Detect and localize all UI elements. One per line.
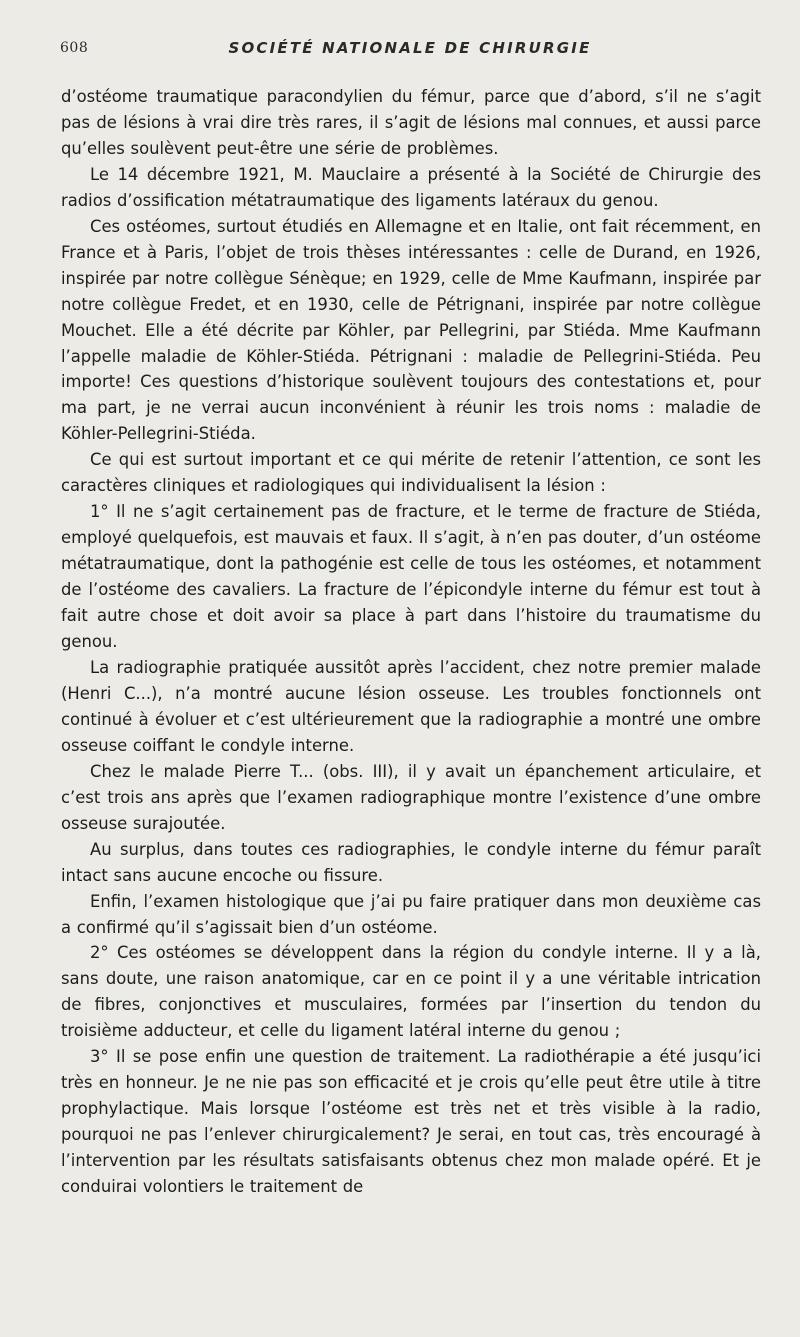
body-text — [61, 84, 761, 1200]
paragraph: Ces ostéomes, surtout étudiés en Allemagne et en Italie, ont fait récemment, en France et à Paris, l’objet de trois thèses intéressantes : celle de Durand, en 1926, inspirée par notre collègue Sénèque; en 1929, celle de Mme Kaufmann, inspirée par notre collègue Fredet, et en 1930, celle de Pétrignani, inspirée par notre collègue Mouchet. Elle a été décrite par Köhler, par Pellegrini, par Stiéda. Mme Kaufmann l’appelle maladie de Köhler-Stiéda. Pétrignani : maladie de Pellegrini-Stiéda. Peu importe! Ces questions d’historique soulèvent toujours des contestations et, pour ma part, je ne verrai aucun inconvénient à réunir les trois noms : maladie de Köhler-Pellegrini-Stiéda. — [61, 216, 761, 444]
paragraph: Enfin, l’examen histologique que j’ai pu faire pratiquer dans mon deuxième cas a confirmé qu’il s’agissait bien d’un ostéome. — [61, 891, 761, 937]
page-number: 608 — [60, 40, 89, 56]
running-head: SOCIÉTÉ NATIONALE DE CHIRURGIE — [228, 39, 592, 57]
paragraph: Chez le malade Pierre T... (obs. III), il y avait un épanchement articulaire, et c’est trois ans après que l’examen radiographique montre l’existence d’une ombre osseuse surajoutée. — [61, 761, 761, 833]
paragraph: 3° Il se pose enfin une question de traitement. La radiothérapie a été jusqu’ici très en honneur. Je ne nie pas son efficacité et je crois qu’elle peut être utile à titre prophylactique. Mais lorsque l’ostéome est très net et très visible à la radio, pourquoi ne pas l’enlever chirurgicalement? Je serai, en tout cas, très encouragé à l’intervention par les résultats satisfaisants obtenus chez mon malade opéré. Et je conduirai volontiers le traitement de — [61, 1047, 761, 1197]
paragraph: Au surplus, dans toutes ces radiographies, le condyle interne du fémur paraît intact sans aucune encoche ou fissure. — [61, 839, 761, 885]
paragraph: Le 14 décembre 1921, M. Mauclaire a présenté à la Société de Chirurgie des radios d’ossification métatraumatique des ligaments latéraux du genou. — [61, 164, 761, 210]
paragraph: Ce qui est surtout important et ce qui mérite de retenir l’attention, ce sont les caractères cliniques et radiologiques qui individualisent la lésion : — [61, 450, 761, 496]
paragraph: 2° Ces ostéomes se développent dans la région du condyle interne. Il y a là, sans doute, une raison anatomique, car en ce point il y a une véritable intrication de fibres, conjonctives et musculaires, formées par l’insertion du tendon du troisième adducteur, et celle du ligament latéral interne du genou ; — [61, 943, 761, 1041]
paragraph: 1° Il ne s’agit certainement pas de fracture, et le terme de fracture de Stiéda, employé quelquefois, est mauvais et faux. Il s’agit, à n’en pas douter, d’un ostéome métatraumatique, dont la pathogénie est celle de tous les ostéomes, et notamment de l’ostéome des cavaliers. La fracture de l’épicondyle interne du fémur est tout à fait autre chose et doit avoir sa place à part dans l’histoire du traumatisme du genou. — [61, 502, 761, 652]
page-header — [60, 40, 760, 62]
paragraph: d’ostéome traumatique paracondylien du fémur, parce que d’abord, s’il ne s’agit pas de lésions à vrai dire très rares, il s’agit de lésions mal connues, et aussi parce qu’elles soulèvent peut-être une série de problèmes. — [61, 87, 761, 158]
paragraph: La radiographie pratiquée aussitôt après l’accident, chez notre premier malade (Henri C...), n’a montré aucune lésion osseuse. Les troubles fonctionnels ont continué à évoluer et c’est ultérieurement que la radiographie a montré une ombre osseuse coiffant le condyle interne. — [61, 657, 761, 755]
